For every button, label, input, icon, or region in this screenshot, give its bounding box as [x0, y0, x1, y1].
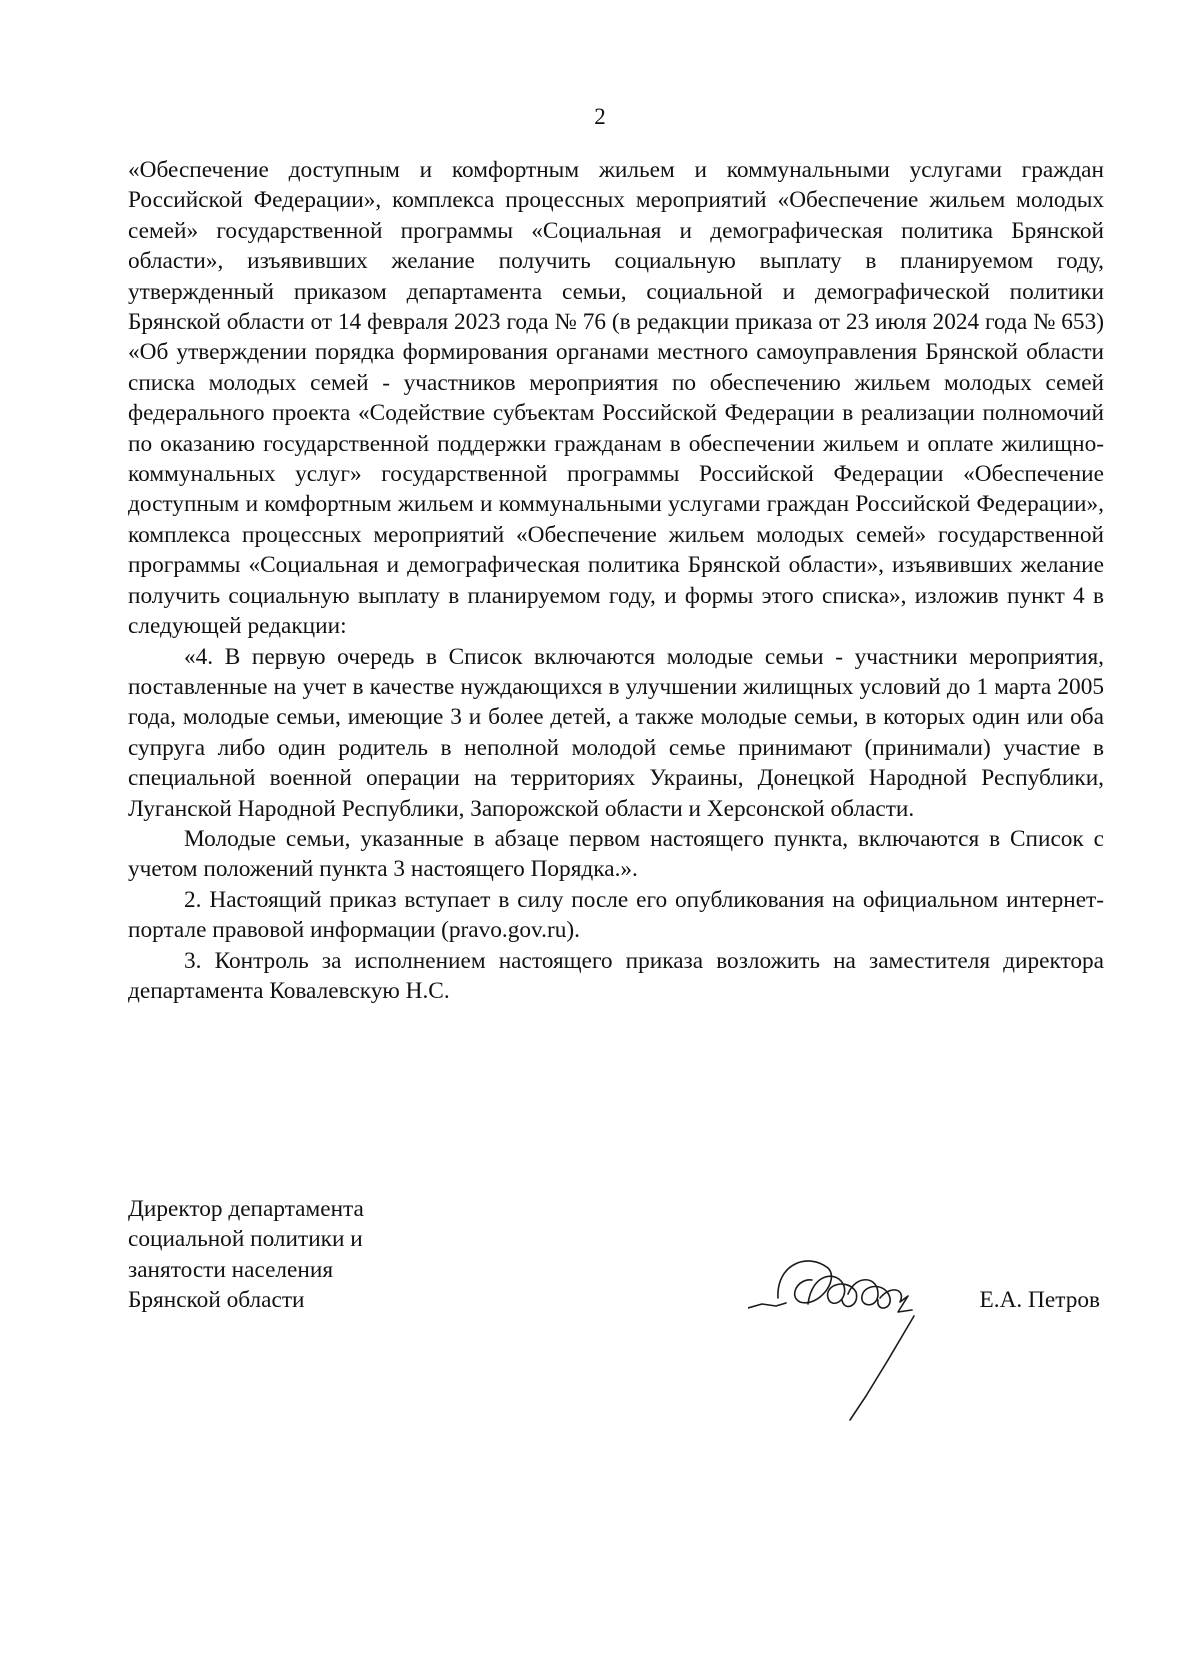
handwritten-signature: [748, 1224, 948, 1424]
paragraph-continuation: «Обеспечение доступным и комфортным жильем и коммунальными услугами граждан Российской Федерации», комплекса процессных мероприятий «Обеспечение жильем молодых семей» государственной программы «Социальная и демографическая политика Брянской области», изъявивших желание получить социальную выплату в планируемом году, утвержденный приказом департамента семьи, социальной и демографической политики Брянской области от 14 февраля 2023 года № 76 (в редакции приказа от 23 июля 2024 года № 653) «Об утверждении порядка формирования органами местного самоуправления Брянской области списка молодых семей - участников мероприятия по обеспечению жильем молодых семей федерального проекта «Содействие субъектам Российской Федерации в реализации полномочий по оказанию государственной поддержки гражданам в обеспечении жильем и оплате жилищно-коммунальных услуг» государственной программы Российской Федерации «Обеспечение доступным и комфортным жильем и коммунальными услугами граждан Российской Федерации», комплекса процессных мероприятий «Обеспечение жильем молодых семей» государственной программы «Социальная и демографическая политика Брянской области», изъявивших желание получить социальную выплату в планируемом году, и формы этого списка», изложив пункт 4 в следующей редакции:: [128, 157, 1104, 640]
signer-name: Е.А. Петров: [979, 1287, 1100, 1313]
paragraph-item-4: «4. В первую очередь в Список включаются молодые семьи - участники мероприятия, поставленные на учет в качестве нуждающихся в улучшении жилищных условий до 1 марта 2005 года, молодые семьи, имеющие 3 и более детей, а также молодые семьи, в которых один или оба супруга либо один родитель в неполной молодой семье принимают (принимали) участие в специальной военной операции на территориях Украины, Донецкой Народной Республики, Луганской Народной Республики, Запорожской области и Херсонской области.: [128, 643, 1104, 822]
signer-title-line: социальной политики и: [128, 1226, 363, 1253]
paragraph-point-2: 2. Настоящий приказ вступает в силу после его опубликования на официальном интернет-портале правовой информации (pravo.gov.ru).: [128, 886, 1104, 944]
signer-title-line: Директор департамента: [128, 1196, 364, 1222]
signer-title-line: Брянской области: [128, 1287, 305, 1314]
signature-block: [128, 1194, 1104, 1434]
paragraph-item-4-second: Молодые семьи, указанные в абзаце первом настоящего пункта, включаются в Список с учетом положений пункта 3 настоящего Порядка.».: [128, 825, 1104, 883]
document-body: [128, 155, 1104, 1006]
signer-title-line: занятости населения: [128, 1256, 334, 1283]
signer-title: [128, 1194, 364, 1316]
paragraph-point-3: 3. Контроль за исполнением настоящего приказа возложить на заместителя директора департамента Ковалевскую Н.С.: [128, 947, 1104, 1004]
page-number: 2: [594, 104, 606, 129]
